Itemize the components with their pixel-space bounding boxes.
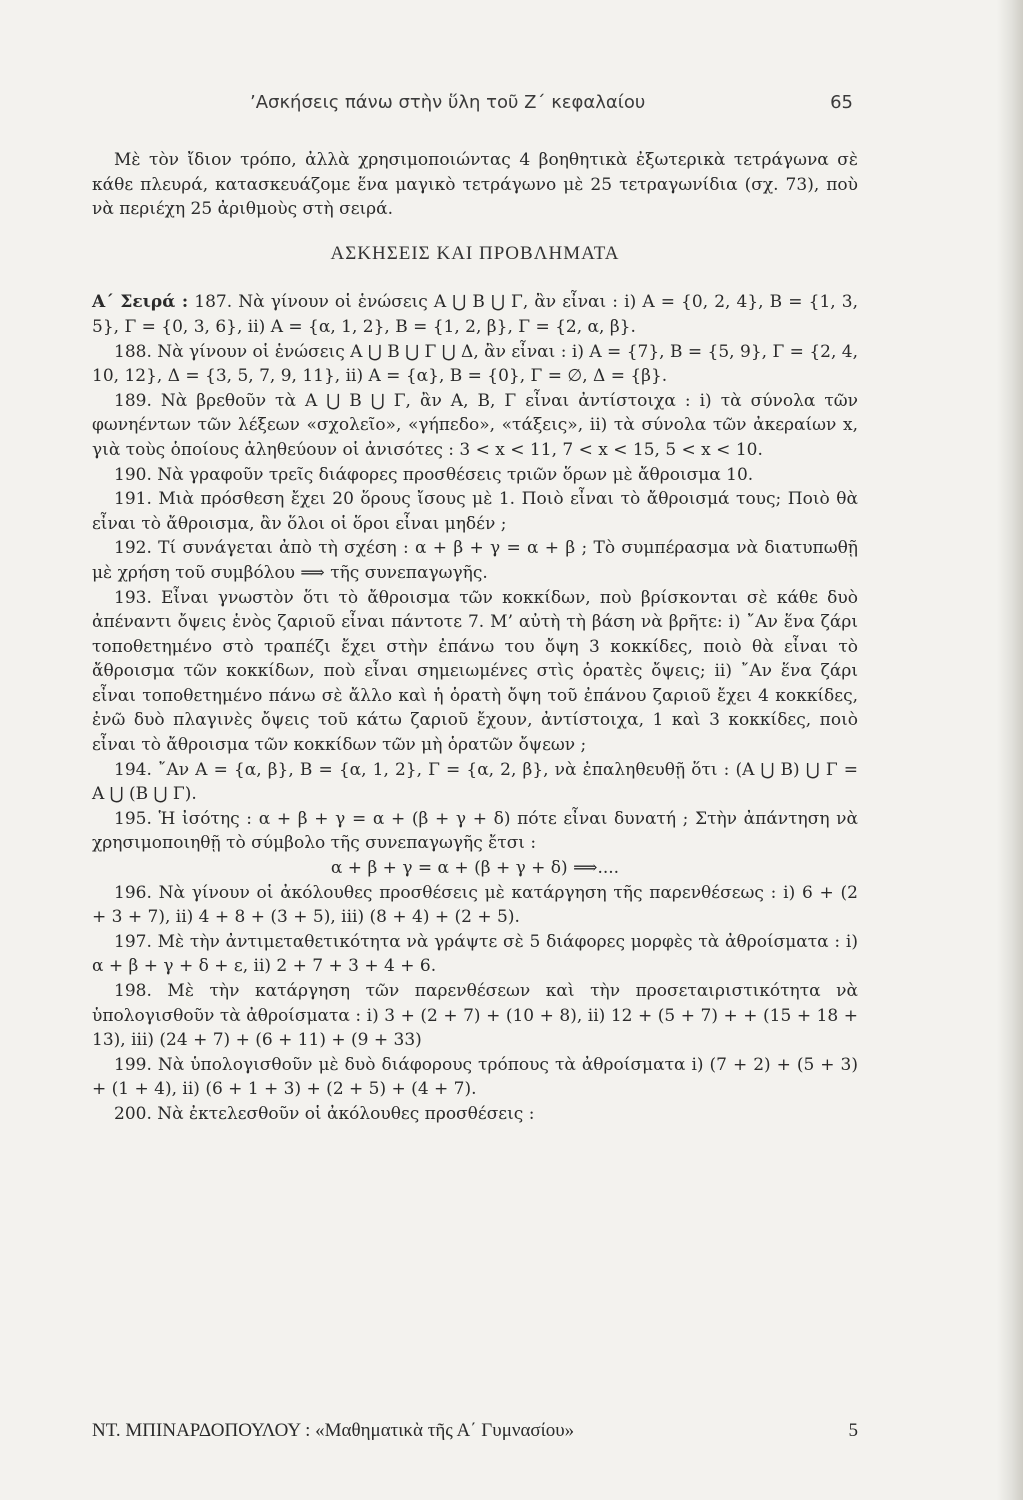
exercise-197: 197. Μὲ τὴν ἀντιμεταθετικότητα νὰ γράψτε σὲ 5 διάφορες μορφὲς τὰ ἀθροίσματα : i) α + β + γ + δ + ε, ii) 2 + 7 + 3 + 4 + 6.	[92, 931, 858, 977]
footer-text: ΝΤ. ΜΠΙΝΑΡΔΟΠΟΥΛΟΥ : «Μαθηματικὰ τῆς Α΄ Γυμνασίου»	[92, 1420, 575, 1441]
exercise-190: 190. Νὰ γραφοῦν τρεῖς διάφορες προσθέσεις τριῶν ὅρων μὲ ἄθροισμα 10.	[114, 464, 754, 485]
exercise-193: 193. Εἶναι γνωστὸν ὅτι τὸ ἄθροισμα τῶν κοκκίδων, ποὺ βρίσκονται σὲ κάθε δυὸ ἀπέναντι ὄψεις ἑνὸς ζαριοῦ εἶναι πάντοτε 7. Μ’ αὐτὴ τὴ βάση νὰ βρῆτε: i) ῎Αν ἕνα ζάρι τοποθετημένο στὸ τραπέζι ἔχει στὴν ἐπάνω του ὄψη 3 κοκκίδες, ποιὸ θὰ εἶναι τὸ ἄθροισμα τῶν κοκκίδων, ποὺ εἶναι σημειωμένες στὶς ὁρατὲς ὄψεις; ii) ῎Αν ἕνα ζάρι εἶναι τοποθετημένο πάνω σὲ ἄλλο καὶ ἡ ὁρατὴ ὄψη τοῦ ἐπάνου ζαριοῦ ἔχει 4 κοκκίδες, ἐνῶ δυὸ πλαγινὲς ὄψεις τοῦ κάτω ζαριοῦ ἔχουν, ἀντίστοιχα, 1 καὶ 3 κοκκίδες, ποιὸ εἶναι τὸ ἄθροισμα τῶν κοκκίδων τῶν μὴ ὁρατῶν ὄψεων ;	[92, 587, 858, 756]
exercise-195: 195. Ἡ ἰσότης : α + β + γ = α + (β + γ + δ) πότε εἶναι δυνατή ; Στὴν ἀπάντηση νὰ χρησιμοποιηθῇ τὸ σύμβολο τῆς συνεπαγωγῆς ἔτσι :	[92, 808, 858, 854]
intro-paragraph: Μὲ τὸν ἴδιον τρόπο, ἀλλὰ χρησιμοποιώντας 4 βοηθητικὰ ἐξωτερικὰ τετράγωνα σὲ κάθε πλευρά, κατασκευάζομε ἕνα μαγικὸ τετράγωνο μὲ 25 τετραγωνίδια (σχ. 73), ποὺ νὰ περιέχη 25 ἀριθμοὺς στὴ σειρά.	[92, 150, 858, 220]
exercise-187: Α΄ Σειρά : 187. Νὰ γίνουν οἱ ἑνώσεις Α ⋃ Β ⋃ Γ, ἂν εἶναι : i) Α = {0, 2, 4}, Β = {1, 3, 5}, Γ = {0, 3, 6}, ii) Α = {α, 1, 2}, Β = {1, 2, β}, Γ = {2, α, β}.	[92, 292, 858, 337]
exercise-198: 198. Μὲ τὴν κατάργηση τῶν παρενθέσεων καὶ τὴν προσεταιριστικότητα νὰ ὑπολογισθοῦν τὰ ἀθροίσματα : i) 3 + (2 + 7) + (10 + 8), ii) 12 + (5 + 7) + + (15 + 18 + 13), iii) (24 + 7) + (6 + 11) + (9 + 33)	[92, 981, 858, 1051]
section-heading: ΑΣΚΗΣΕΙΣ ΚΑΙ ΠΡΟΒΛΗΜΑΤΑ	[330, 242, 620, 264]
exercise-191: 191. Μιὰ πρόσθεση ἔχει 20 ὅρους ἴσους μὲ 1. Ποιὸ εἶναι τὸ ἄθροισμά τους; Ποιὸ θὰ εἶναι τὸ ἄθροισμα, ἂν ὅλοι οἱ ὅροι εἶναι μηδέν ;	[92, 489, 858, 534]
exercise-196: 196. Νὰ γίνουν οἱ ἀκόλουθες προσθέσεις μὲ κατάργηση τῆς παρενθέσεως : i) 6 + (2 + 3 + 7), ii) 4 + 8 + (3 + 5), iii) (8 + 4) + (2 + 5).	[92, 882, 858, 928]
page-number: 65	[830, 92, 853, 113]
exercise-192: 192. Τί συνάγεται ἀπὸ τὴ σχέση : α + β + γ = α + β ; Τὸ συμπέρασμα νὰ διατυπωθῇ μὲ χρήση τοῦ συμβόλου ⟹ τῆς συνεπαγωγῆς.	[92, 538, 858, 583]
page-body	[92, 148, 858, 1127]
page-edge-shadow	[997, 0, 1023, 1500]
page-footer	[92, 1420, 858, 1446]
signature-number: 5	[848, 1420, 858, 1441]
running-header	[100, 92, 853, 118]
header-title: ’Ασκήσεις πάνω στὴν ὕλη τοῦ Ζ΄ κεφαλαίου	[250, 92, 646, 113]
series-label: Α΄ Σειρά :	[92, 292, 189, 313]
exercise-199: 199. Νὰ ὑπολογισθοῦν μὲ δυὸ διάφορους τρόπους τὰ ἀθροίσματα i) (7 + 2) + (5 + 3) + (1 + 4), ii) (6 + 1 + 3) + (2 + 5) + (4 + 7).	[92, 1054, 858, 1100]
exercise-188: 188. Νὰ γίνουν οἱ ἑνώσεις Α ⋃ Β ⋃ Γ ⋃ Δ, ἂν εἶναι : i) Α = {7}, Β = {5, 9}, Γ = {2, 4, 10, 12}, Δ = {3, 5, 7, 9, 11}, ii) Α = {α}, Β = {0}, Γ = ∅, Δ = {β}.	[92, 341, 858, 387]
formula-195: α + β + γ = α + (β + γ + δ) ⟹....	[330, 858, 620, 879]
exercise-200: 200. Νὰ ἐκτελεσθοῦν οἱ ἀκόλουθες προσθέσεις :	[114, 1103, 535, 1124]
exercise-189: 189. Νὰ βρεθοῦν τὰ Α ⋃ Β ⋃ Γ, ἂν Α, Β, Γ εἶναι ἀντίστοιχα : i) τὰ σύνολα τῶν φωνηέντων τῶν λέξεων «σχολεῖο», «γήπεδο», «τάξεις», ii) τὰ σύνολα τῶν ἀκεραίων x, γιὰ τοὺς ὁποίους ἀληθεύουν οἱ ἀνισότες : 3 < x < 11, 7 < x < 15, 5 < x < 10.	[92, 390, 858, 460]
exercise-194: 194. ῎Αν Α = {α, β}, Β = {α, 1, 2}, Γ = {α, 2, β}, νὰ ἐπαληθευθῇ ὅτι : (Α ⋃ Β) ⋃ Γ = Α ⋃ (Β ⋃ Γ).	[92, 759, 858, 805]
